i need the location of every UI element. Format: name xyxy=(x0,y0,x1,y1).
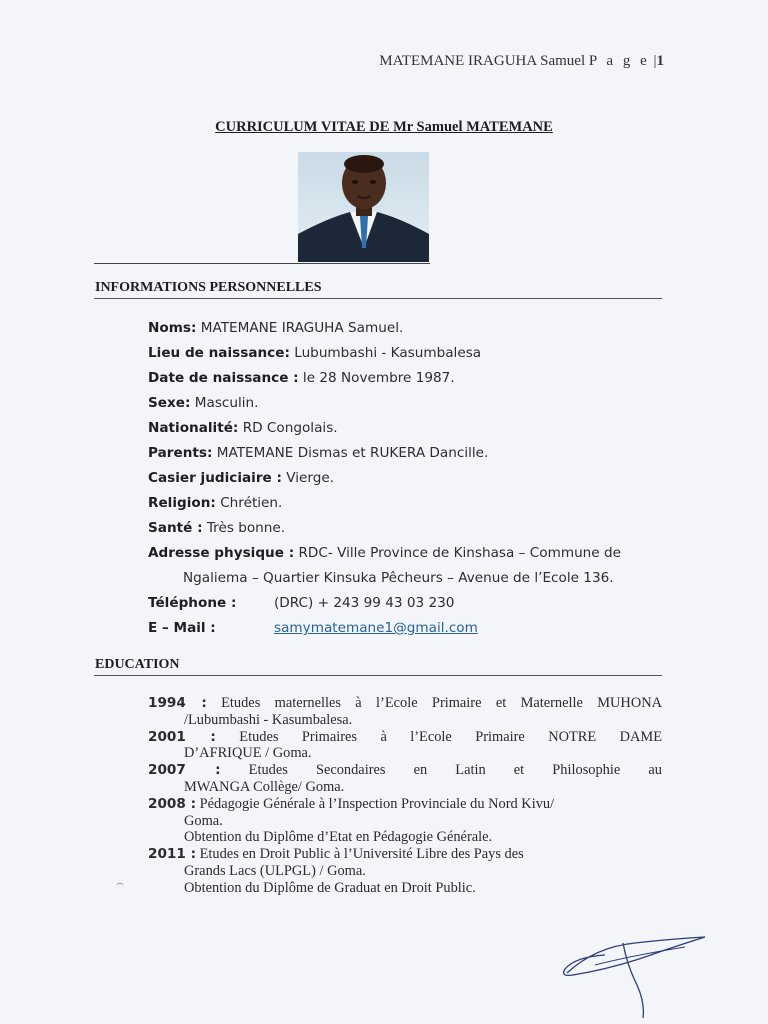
education-line xyxy=(148,796,662,813)
education-line: D’AFRIQUE / Goma. xyxy=(184,745,312,762)
header-page-number: 1 xyxy=(656,53,664,69)
info-row-criminal-record xyxy=(148,466,668,491)
info-row-nationality xyxy=(148,416,668,441)
info-label: Téléphone : xyxy=(148,595,237,611)
info-label: Religion: xyxy=(148,495,216,511)
info-row-health xyxy=(148,516,668,541)
stray-mark: ⌢ xyxy=(116,876,124,890)
education-line xyxy=(148,729,662,746)
education-entry xyxy=(148,796,662,846)
info-row-address-continued xyxy=(148,566,668,591)
email-link[interactable]: samymatemane1@gmail.com xyxy=(274,620,478,636)
education-line xyxy=(148,762,662,779)
info-row-religion xyxy=(148,491,668,516)
signature xyxy=(555,925,715,1020)
education-divider xyxy=(94,675,662,676)
info-value: Masculin. xyxy=(194,395,259,411)
address-line-1: RDC- Ville Province de Kinshasa – Commune de xyxy=(298,545,621,561)
education-line: Obtention du Diplôme de Graduat en Droit Public. xyxy=(184,879,476,896)
info-value: Vierge. xyxy=(286,470,335,486)
education-line: MWANGA Collège/ Goma. xyxy=(184,778,345,795)
personal-info-divider xyxy=(94,298,662,299)
info-label: Date de naissance : xyxy=(148,370,299,386)
education-text: Etudes en Droit Public à l’Université Libre des Pays des xyxy=(199,846,524,863)
education-text: Etudes Primaires à l’Ecole Primaire NOTRE DAME xyxy=(239,728,662,745)
education-year: 2008 : xyxy=(148,795,197,812)
info-label: Santé : xyxy=(148,520,203,536)
address-line-2: Ngaliema – Quartier Kinsuka Pêcheurs – Avenue de l’Ecole 136. xyxy=(183,570,614,586)
profile-photo xyxy=(298,152,429,262)
info-row-noms xyxy=(148,316,668,341)
info-value: Lubumbashi - Kasumbalesa xyxy=(294,345,482,361)
info-row-phone xyxy=(148,591,668,616)
document-title: CURRICULUM VITAE DE Mr Samuel MATEMANE xyxy=(215,119,553,135)
page-header xyxy=(379,53,664,70)
info-label: Noms: xyxy=(148,320,197,336)
education-line: Obtention du Diplôme d’Etat en Pédagogie Générale. xyxy=(184,829,493,846)
info-row-parents xyxy=(148,441,668,466)
info-label: E – Mail : xyxy=(148,620,216,636)
info-label: Nationalité: xyxy=(148,420,239,436)
education-line: Goma. xyxy=(184,812,223,829)
info-row-email xyxy=(148,616,668,641)
header-name: MATEMANE IRAGUHA Samuel xyxy=(379,53,586,69)
education-year: 1994 : xyxy=(148,695,207,711)
education-year: 2011 : xyxy=(148,846,197,863)
education-line xyxy=(148,846,662,863)
header-page-word: P a g e xyxy=(588,53,650,69)
info-row-address xyxy=(148,541,668,566)
education-entry xyxy=(148,695,662,729)
info-label: Adresse physique : xyxy=(148,545,295,561)
education-text: Etudes Secondaires en Latin et Philosophie au xyxy=(248,762,662,779)
education-text: Pédagogie Générale à l’Inspection Provinciale du Nord Kivu/ xyxy=(199,795,555,812)
info-value: le 28 Novembre 1987. xyxy=(302,370,455,386)
education-line: /Lubumbashi - Kasumbalesa. xyxy=(184,711,353,728)
info-label: Casier judiciaire : xyxy=(148,470,282,486)
education-list xyxy=(148,695,662,897)
portrait-image xyxy=(298,152,429,262)
education-text: Etudes maternelles à l’Ecole Primaire et Maternelle MUHONA xyxy=(221,695,662,711)
info-label: Lieu de naissance: xyxy=(148,345,290,361)
education-entry xyxy=(148,762,662,796)
phone-value: (DRC) + 243 99 43 03 230 xyxy=(274,595,455,611)
education-line: Grands Lacs (ULPGL) / Goma. xyxy=(184,862,366,879)
info-row-birthplace xyxy=(148,341,668,366)
info-value: MATEMANE IRAGUHA Samuel. xyxy=(200,320,404,336)
education-heading: EDUCATION xyxy=(95,657,180,672)
info-value: MATEMANE Dismas et RUKERA Dancille. xyxy=(216,445,489,461)
education-line xyxy=(148,695,662,712)
info-label: Parents: xyxy=(148,445,213,461)
info-row-sex xyxy=(148,391,668,416)
education-year: 2007 : xyxy=(148,762,221,779)
personal-info-list xyxy=(148,316,668,641)
info-label: Sexe: xyxy=(148,395,191,411)
education-entry xyxy=(148,846,662,896)
info-value: Très bonne. xyxy=(206,520,286,536)
header-page-separator: | xyxy=(653,53,657,69)
info-row-birthdate xyxy=(148,366,668,391)
info-value: RD Congolais. xyxy=(242,420,338,436)
personal-info-heading: INFORMATIONS PERSONNELLES xyxy=(95,280,322,295)
education-entry xyxy=(148,729,662,763)
photo-divider xyxy=(94,263,430,264)
info-value: Chrétien. xyxy=(220,495,283,511)
education-year: 2001 : xyxy=(148,728,216,745)
